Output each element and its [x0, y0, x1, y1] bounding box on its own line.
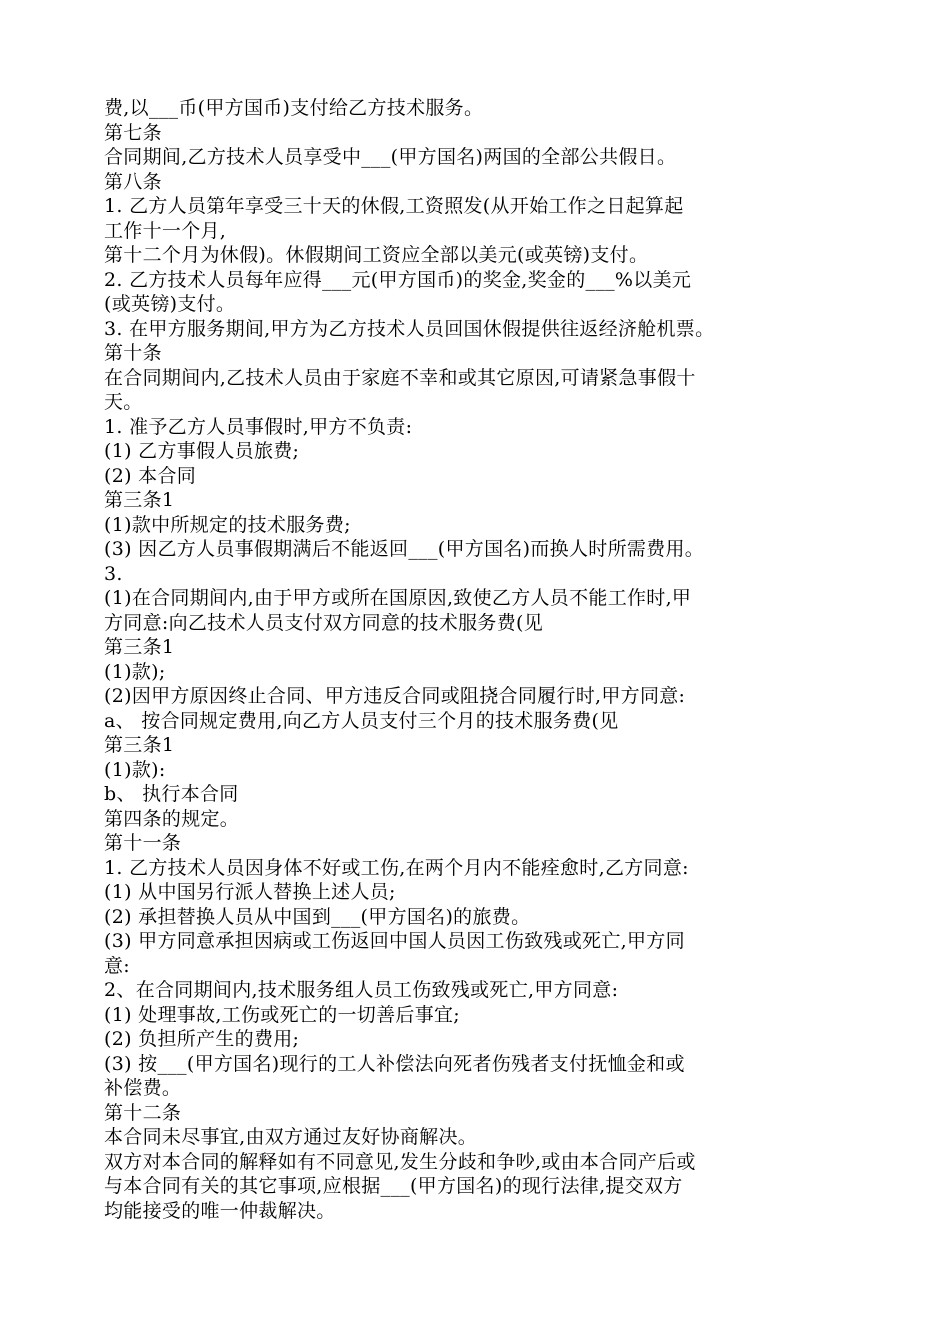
- text-line: (1) 处理事故,工伤或死亡的一切善后事宜;: [104, 1003, 460, 1026]
- text-line: (1) 乙方事假人员旅费;: [104, 440, 300, 462]
- text-line: (1)款):: [104, 758, 166, 781]
- text-line: 1. 乙方技术人员因身体不好或工伤,在两个月内不能痊愈时,乙方同意:: [104, 856, 689, 879]
- text-line: (1) 从中国另行派人替换上述人员;: [104, 881, 396, 903]
- text-line: (3) 按___(甲方国名)现行的工人补偿法向死者伤残者支付抚恤金和或: [104, 1052, 685, 1075]
- text-line: 在合同期间内,乙技术人员由于家庭不幸和或其它原因,可请紧急事假十: [104, 366, 696, 389]
- text-line: 均能接受的唯一仲裁解决。: [104, 1199, 336, 1222]
- text-line: 1. 准予乙方人员事假时,甲方不负责:: [104, 415, 413, 438]
- text-line: (2)因甲方原因终止合同、甲方违反合同或阻挠合同履行时,甲方同意:: [104, 685, 686, 707]
- text-line: 意:: [104, 954, 131, 977]
- text-line: 本合同未尽事宜,由双方通过友好协商解决。: [104, 1126, 478, 1148]
- text-line: 第十二个月为休假)。休假期间工资应全部以美元(或英镑)支付。: [104, 244, 649, 266]
- article-heading: 第七条: [104, 121, 162, 144]
- text-line: 第四条的规定。: [104, 807, 240, 830]
- text-line: 费,以___币(甲方国币)支付给乙方技术服务。: [104, 97, 484, 119]
- text-line: a、 按合同规定费用,向乙方人员支付三个月的技术服务费(见: [104, 709, 619, 732]
- text-line: (3) 甲方同意承担因病或工伤返回中国人员因工伤致残或死亡,甲方同: [104, 930, 685, 952]
- text-line: 方同意:向乙技术人员支付双方同意的技术服务费(见: [104, 611, 544, 634]
- text-line: 3.: [104, 562, 123, 585]
- text-line: (1)款中所规定的技术服务费;: [104, 513, 351, 536]
- text-line: 1. 乙方人员第年享受三十天的休假,工资照发(从开始工作之日起算起: [104, 195, 684, 217]
- document-body: [104, 96, 864, 1223]
- text-line: (1)在合同期间内,由于甲方或所在国原因,致使乙方人员不能工作时,甲: [104, 587, 692, 609]
- article-heading: 第十条: [104, 342, 162, 364]
- text-line: (2) 本合同: [104, 464, 197, 487]
- text-line: 与本合同有关的其它事项,应根据___(甲方国名)的现行法律,提交双方: [104, 1175, 683, 1197]
- text-line: 第三条1: [104, 636, 175, 658]
- text-line: b、 执行本合同: [104, 783, 239, 805]
- article-heading: 第八条: [104, 170, 162, 193]
- text-line: 3. 在甲方服务期间,甲方为乙方技术人员回国休假提供往返经济舱机票。: [104, 317, 715, 340]
- text-line: (3) 因乙方人员事假期满后不能返回___(甲方国名)而换人时所需费用。: [104, 538, 705, 560]
- text-line: (1)款);: [104, 660, 166, 683]
- text-line: 工作十一个月,: [104, 219, 227, 242]
- article-heading: 第十二条: [104, 1101, 182, 1124]
- text-line: (2) 承担替换人员从中国到___(甲方国名)的旅费。: [104, 905, 531, 928]
- text-line: (或英镑)支付。: [104, 293, 236, 315]
- text-line: 合同期间,乙方技术人员享受中___(甲方国名)两国的全部公共假日。: [104, 146, 677, 168]
- text-line: 双方对本合同的解释如有不同意见,发生分歧和争吵,或由本合同产后或: [104, 1150, 696, 1173]
- text-line: 补偿费。: [104, 1077, 182, 1099]
- text-line: 2. 乙方技术人员每年应得___元(甲方国币)的奖金,奖金的___%以美元: [104, 268, 692, 291]
- article-heading: 第十一条: [104, 832, 182, 854]
- text-line: 2、在合同期间内,技术服务组人员工伤致残或死亡,甲方同意:: [104, 979, 619, 1001]
- text-line: (2) 负担所产生的费用;: [104, 1028, 300, 1050]
- text-line: 第三条1: [104, 489, 175, 511]
- text-line: 第三条1: [104, 734, 175, 756]
- text-line: 天。: [104, 391, 143, 413]
